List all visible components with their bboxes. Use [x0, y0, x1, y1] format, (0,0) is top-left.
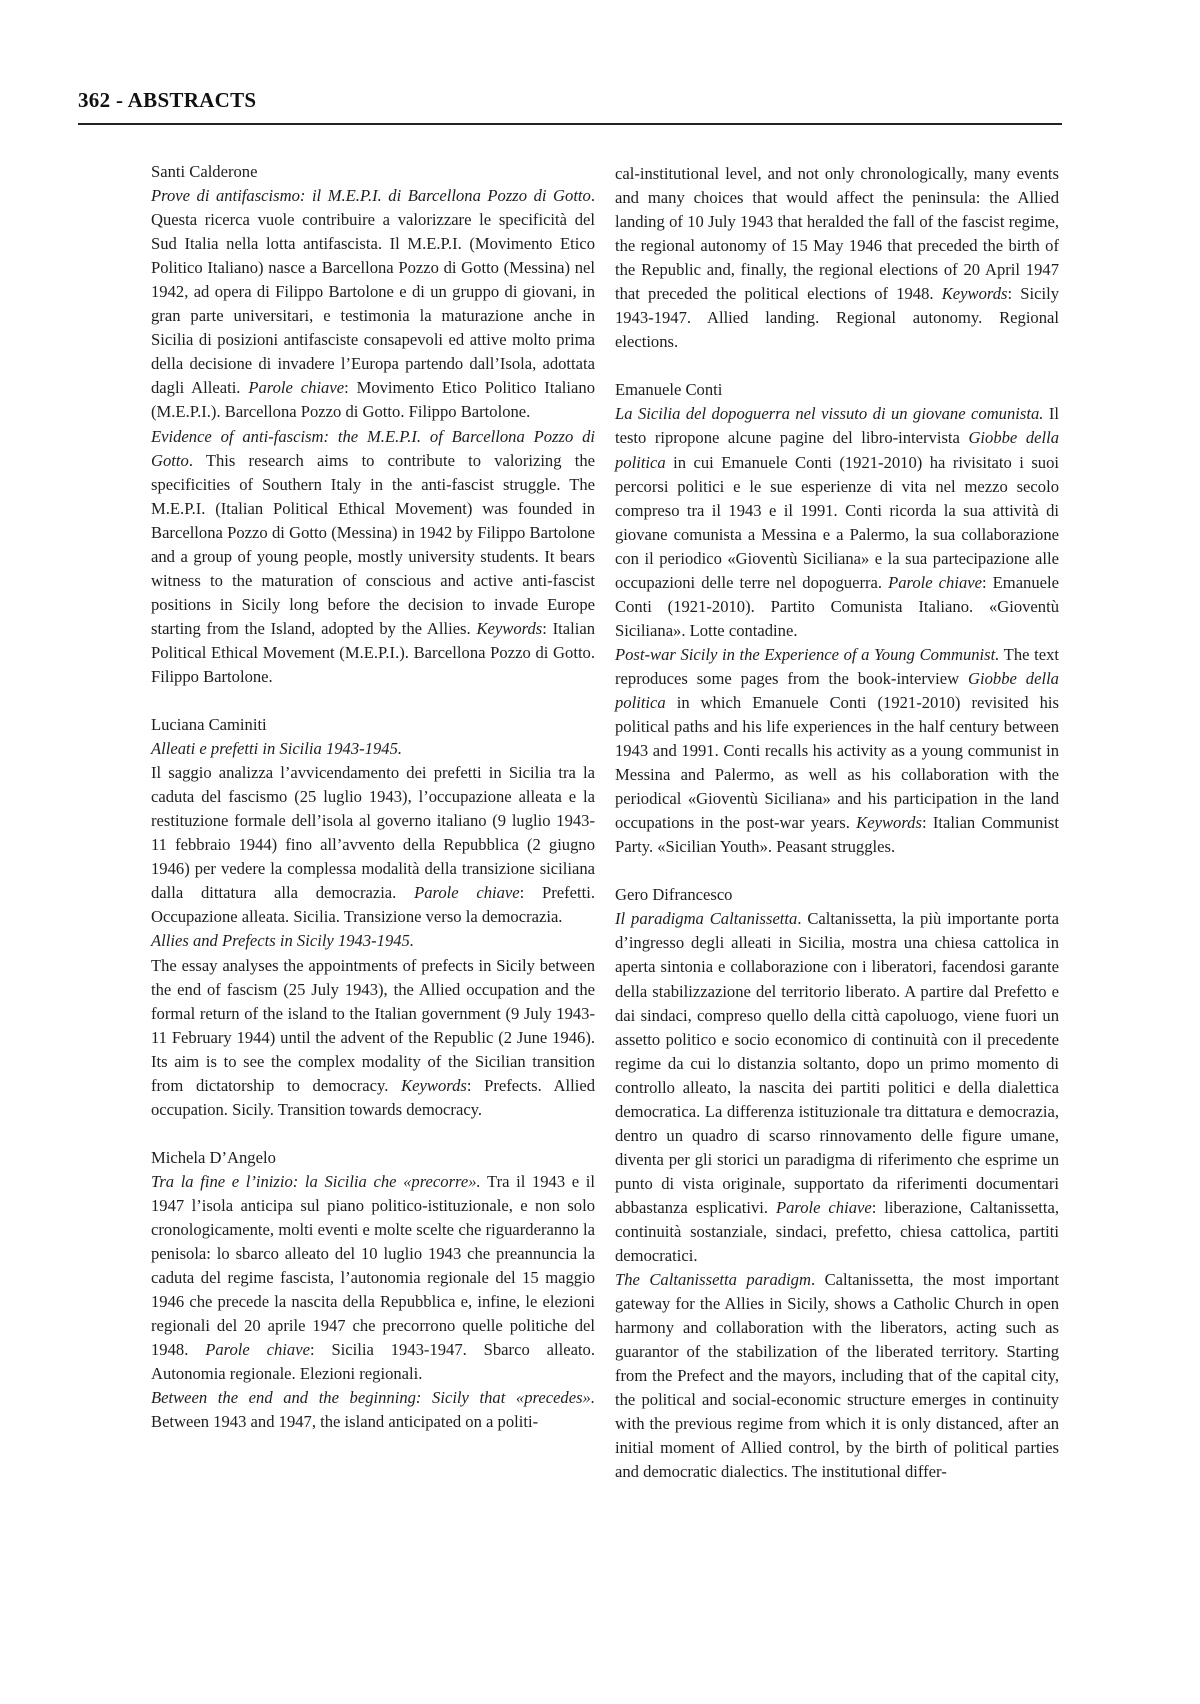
abstract-english	[151, 954, 595, 1122]
abstract-text-it: . Questa ricerca vuole contribuire a valorizzare le specificità del Sud Italia nella lotta antifascista. Il M.E.P.I. (Movimento Etico Politico Italiano) nasce a Barcellona Pozzo di Gotto (Messina) nel 1942, ad opera di Filippo Bartolone e di un gruppo di giovani, in gran parte universitari, e testimonia la maturazione anche in Sicilia di posizioni antifasciste consapevoli ed attive molto prima della decisione di invadere l’Europa partendo dall’Isola, adottata dagli Alleati.	[151, 186, 595, 398]
abstract-text-it-b: in cui Emanuele Conti (1921-2010) ha rivisitato i suoi percorsi politici e le sue esperienze di vita nel mezzo secolo compreso tra il 1943 e il 1991. Conti ricorda la sua attività di giovane comunista a Messina e a Palermo, la sua collaborazione con il periodico «Gioventù Siciliana» e la sua partecipazione alle occupazioni delle terre nel dopoguerra.	[615, 452, 1059, 592]
abstract-text-en-b: in which Emanuele Conti (1921-2010) revisited his political paths and his life experiences in the half century between 1943 and 1991. Conti recalls his activity as a young communist in Messina and Palermo, as well as his collaboration with the periodical «Gioventù Siciliana» and his participation in the land occupations in the post-war years.	[615, 692, 1059, 833]
keywords-en: : Italian Communist Party. «Sicilian Youth». Peasant struggles.	[615, 813, 1059, 857]
keywords-it: : liberazione, Caltanissetta, continuità sostanziale, sindaci, prefetto, chiesa cattolica, partiti democratici.	[615, 1197, 1059, 1266]
author-name: Emanuele Conti	[615, 380, 723, 400]
abstract-text-en: . Caltanissetta, the most important gateway for the Allies in Sicily, shows a Catholic Church in open harmony and collaboration with the liberators, acting such as guarantor of the stabilization of the liberated territory. Starting from the Prefect and the mayors, including that of the capital city, the political and social-economic structure emerges in continuity with the previous regime from which it is only distanced, after an initial moment of Allied control, by the birth of political parties and democratic dialectics. The institutional differ-	[615, 1270, 1060, 1482]
abstract-text-it: . Caltanissetta, la più importante porta d’ingresso degli alleati in Sicilia, mostra una chiesa cattolica in aperta sintonia e collaborazione con i liberatori, facendosi garante della stabilizzazione del territorio liberato. A partire dal Prefetto e dai sindaci, compreso quello della città capoluogo, viene fuori un assetto politico e socio economico di continuità con il precedente regime da cui lo distanzia soltanto, dopo un primo momento di controllo alleato, la nascita dei partiti politici e della dialettica democratica. La differenza istituzionale tra dittatura e democrazia, dentro un quadro di scarso rinnovamento delle figure umane, diventa per gli storici un paradigma di riferimento che esprime un punto di vista originale, supportato da riferimenti documentari abbastanza esplicativi.	[615, 909, 1059, 1217]
abstract-text-en: Between 1943 and 1947, the island anticipated on a politi-	[151, 1412, 539, 1432]
header-separator: -	[115, 88, 124, 112]
section-gap	[615, 354, 1059, 378]
keywords-en: : Italian Political Ethical Movement (M.E.P.I.). Barcellona Pozzo di Gotto. Filippo Bartolone.	[151, 618, 595, 686]
abstract-text-en: cal-institutional level, and not only chronologically, many events and many choices that would affect the peninsula: the Allied landing of 10 July 1943 that heralded the fall of the fascist regime, the regional autonomy of 15 May 1946 that preceded the birth of the Republic and, finally, the regional elections of 20 April 1947 that preceded the political elections of 1948.	[615, 164, 1059, 304]
author-name: Gero Difrancesco	[615, 885, 733, 905]
abstract-dangelo	[151, 1146, 595, 1435]
abstract-italian	[615, 907, 1059, 1268]
keywords-label-it: Parole chiave	[205, 1340, 310, 1360]
abstract-italian	[151, 1170, 595, 1386]
header-rule	[78, 123, 1062, 125]
keywords-it: : Sicilia 1943-1947. Sbarco alleato. Autonomia regionale. Elezioni regionali.	[151, 1340, 595, 1384]
abstract-caminiti	[151, 713, 595, 1122]
page-number: 362	[78, 88, 111, 112]
author-name: Michela D’Angelo	[151, 1147, 276, 1167]
keywords-en: : Sicily 1943-1947. Allied landing. Regional autonomy. Regional elections.	[615, 284, 1059, 352]
author-name: Santi Calderone	[151, 162, 258, 181]
keywords-label-it: Parole chiave	[414, 883, 520, 903]
abstract-english	[615, 643, 1059, 859]
article-title-en: Evidence of anti-fascism: the M.E.P.I. of Barcellona Pozzo di Gotto	[151, 426, 595, 470]
book-title-it: Giobbe della politica	[615, 428, 1059, 472]
keywords-label-en: Keywords	[941, 284, 1008, 304]
section-title: ABSTRACTS	[127, 88, 257, 112]
article-title-en: Post-war Sicily in the Experience of a Young Communist.	[615, 644, 1000, 664]
article-title-it: Il paradigma Caltanissetta	[615, 909, 798, 929]
abstract-italian	[151, 761, 595, 929]
abstract-conti	[615, 378, 1059, 859]
abstract-italian	[615, 402, 1059, 642]
article-title-en-text: Allies and Prefects in Sicily 1943-1945.	[151, 931, 414, 951]
author-name: Luciana Caminiti	[151, 715, 267, 735]
abstract-text-it: Tra il 1943 e il 1947 l’isola anticipa sul piano politico-istituzionale, e non solo cronologicamente, molti eventi e molte scelte che riguarderanno la penisola: lo sbarco alleato del 10 luglio 1943 che preannuncia la caduta del regime fascista, l’autonomia regionale del 15 maggio 1946 che precede la nascita della Repubblica e, infine, le elezioni regionali del 20 aprile 1947 che precorrono quelle politiche del 1948.	[151, 1171, 595, 1360]
keywords-label-en: Keywords	[476, 618, 543, 638]
keywords-en: : Prefects. Allied occupation. Sicily. Transition towards democracy.	[151, 1075, 595, 1119]
abstract-text-en: . This research aims to contribute to valorizing the specificities of Southern Italy in the anti-fascist struggle. The M.E.P.I. (Italian Political Ethical Movement) was founded in Barcellona Pozzo di Gotto (Messina) in 1942 by Filippo Bartolone and a group of young people, mostly university students. It bears witness to the maturation of conscious and active anti-fascist positions in Sicily long before the decision to invade Europe starting from the Island, adopted by the Allies.	[151, 450, 595, 638]
abstract-english	[151, 425, 595, 690]
keywords-label-en: Keywords	[401, 1075, 467, 1095]
abstract-text-en-a: The text reproduces some pages from the book-interview	[615, 644, 1059, 688]
abstract-calderone	[151, 160, 595, 689]
keywords-label-en: Keywords	[856, 813, 922, 833]
abstract-italian	[151, 184, 595, 424]
abstract-english	[615, 1268, 1059, 1484]
article-title-it	[151, 737, 595, 761]
left-column	[151, 160, 595, 1434]
book-title-en: Giobbe della politica	[615, 668, 1059, 712]
abstract-dangelo-continued	[615, 162, 1059, 354]
article-title-it: Tra la fine e l’inizio: la Sicilia che «precorre».	[151, 1171, 481, 1191]
article-title-en: The Caltanissetta paradigm	[615, 1270, 811, 1290]
abstract-english	[615, 162, 1059, 354]
keywords-it: : Emanuele Conti (1921-2010). Partito Comunista Italiano. «Gioventù Siciliana». Lotte contadine.	[615, 572, 1059, 640]
abstract-text-it-a: Il testo ripropone alcune pagine del libro-intervista	[615, 404, 1059, 448]
keywords-label-it: Parole chiave	[888, 572, 982, 592]
article-title-en	[151, 929, 595, 953]
article-title-it: La Sicilia del dopoguerra nel vissuto di un giovane comunista.	[615, 404, 1044, 424]
article-title-it-text: Alleati e prefetti in Sicilia 1943-1945.	[151, 739, 403, 759]
article-title-en: Between the end and the beginning: Sicily that «precedes».	[151, 1388, 595, 1408]
article-title-it: Prove di antifascismo: il M.E.P.I. di Barcellona Pozzo di Gotto	[151, 186, 591, 206]
section-gap	[615, 859, 1059, 883]
keywords-label-it: Parole chiave	[248, 378, 345, 398]
keywords-label-it: Parole chiave	[775, 1197, 872, 1217]
section-gap	[151, 1122, 595, 1146]
keywords-it: : Movimento Etico Politico Italiano (M.E.P.I.). Barcellona Pozzo di Gotto. Filippo Bartolone.	[151, 378, 595, 422]
abstract-text-en: The essay analyses the appointments of prefects in Sicily between the end of fascism (25 July 1943), the Allied occupation and the formal return of the island to the Italian government (9 July 1943-11 February 1944) until the advent of the Republic (2 June 1946). Its aim is to see the complex modality of the Sicilian transition from dictatorship to democracy.	[151, 955, 595, 1095]
abstract-text-it: Il saggio analizza l’avvicendamento dei prefetti in Sicilia tra la caduta del fascismo (25 luglio 1943), l’occupazione alleata e la restituzione formale dell’isola al governo italiano (9 luglio 1943-11 febbraio 1944) fino all’avvento della Repubblica (2 giugno 1946) per vedere la complessa modalità della transizione siciliana dalla dittatura alla democrazia.	[151, 763, 595, 903]
keywords-it: : Prefetti. Occupazione alleata. Sicilia. Transizione verso la democrazia.	[151, 883, 595, 927]
section-gap	[151, 689, 595, 713]
right-column	[615, 162, 1059, 1484]
abstract-difrancesco	[615, 883, 1059, 1484]
running-header	[78, 88, 1062, 113]
abstract-english	[151, 1386, 595, 1434]
